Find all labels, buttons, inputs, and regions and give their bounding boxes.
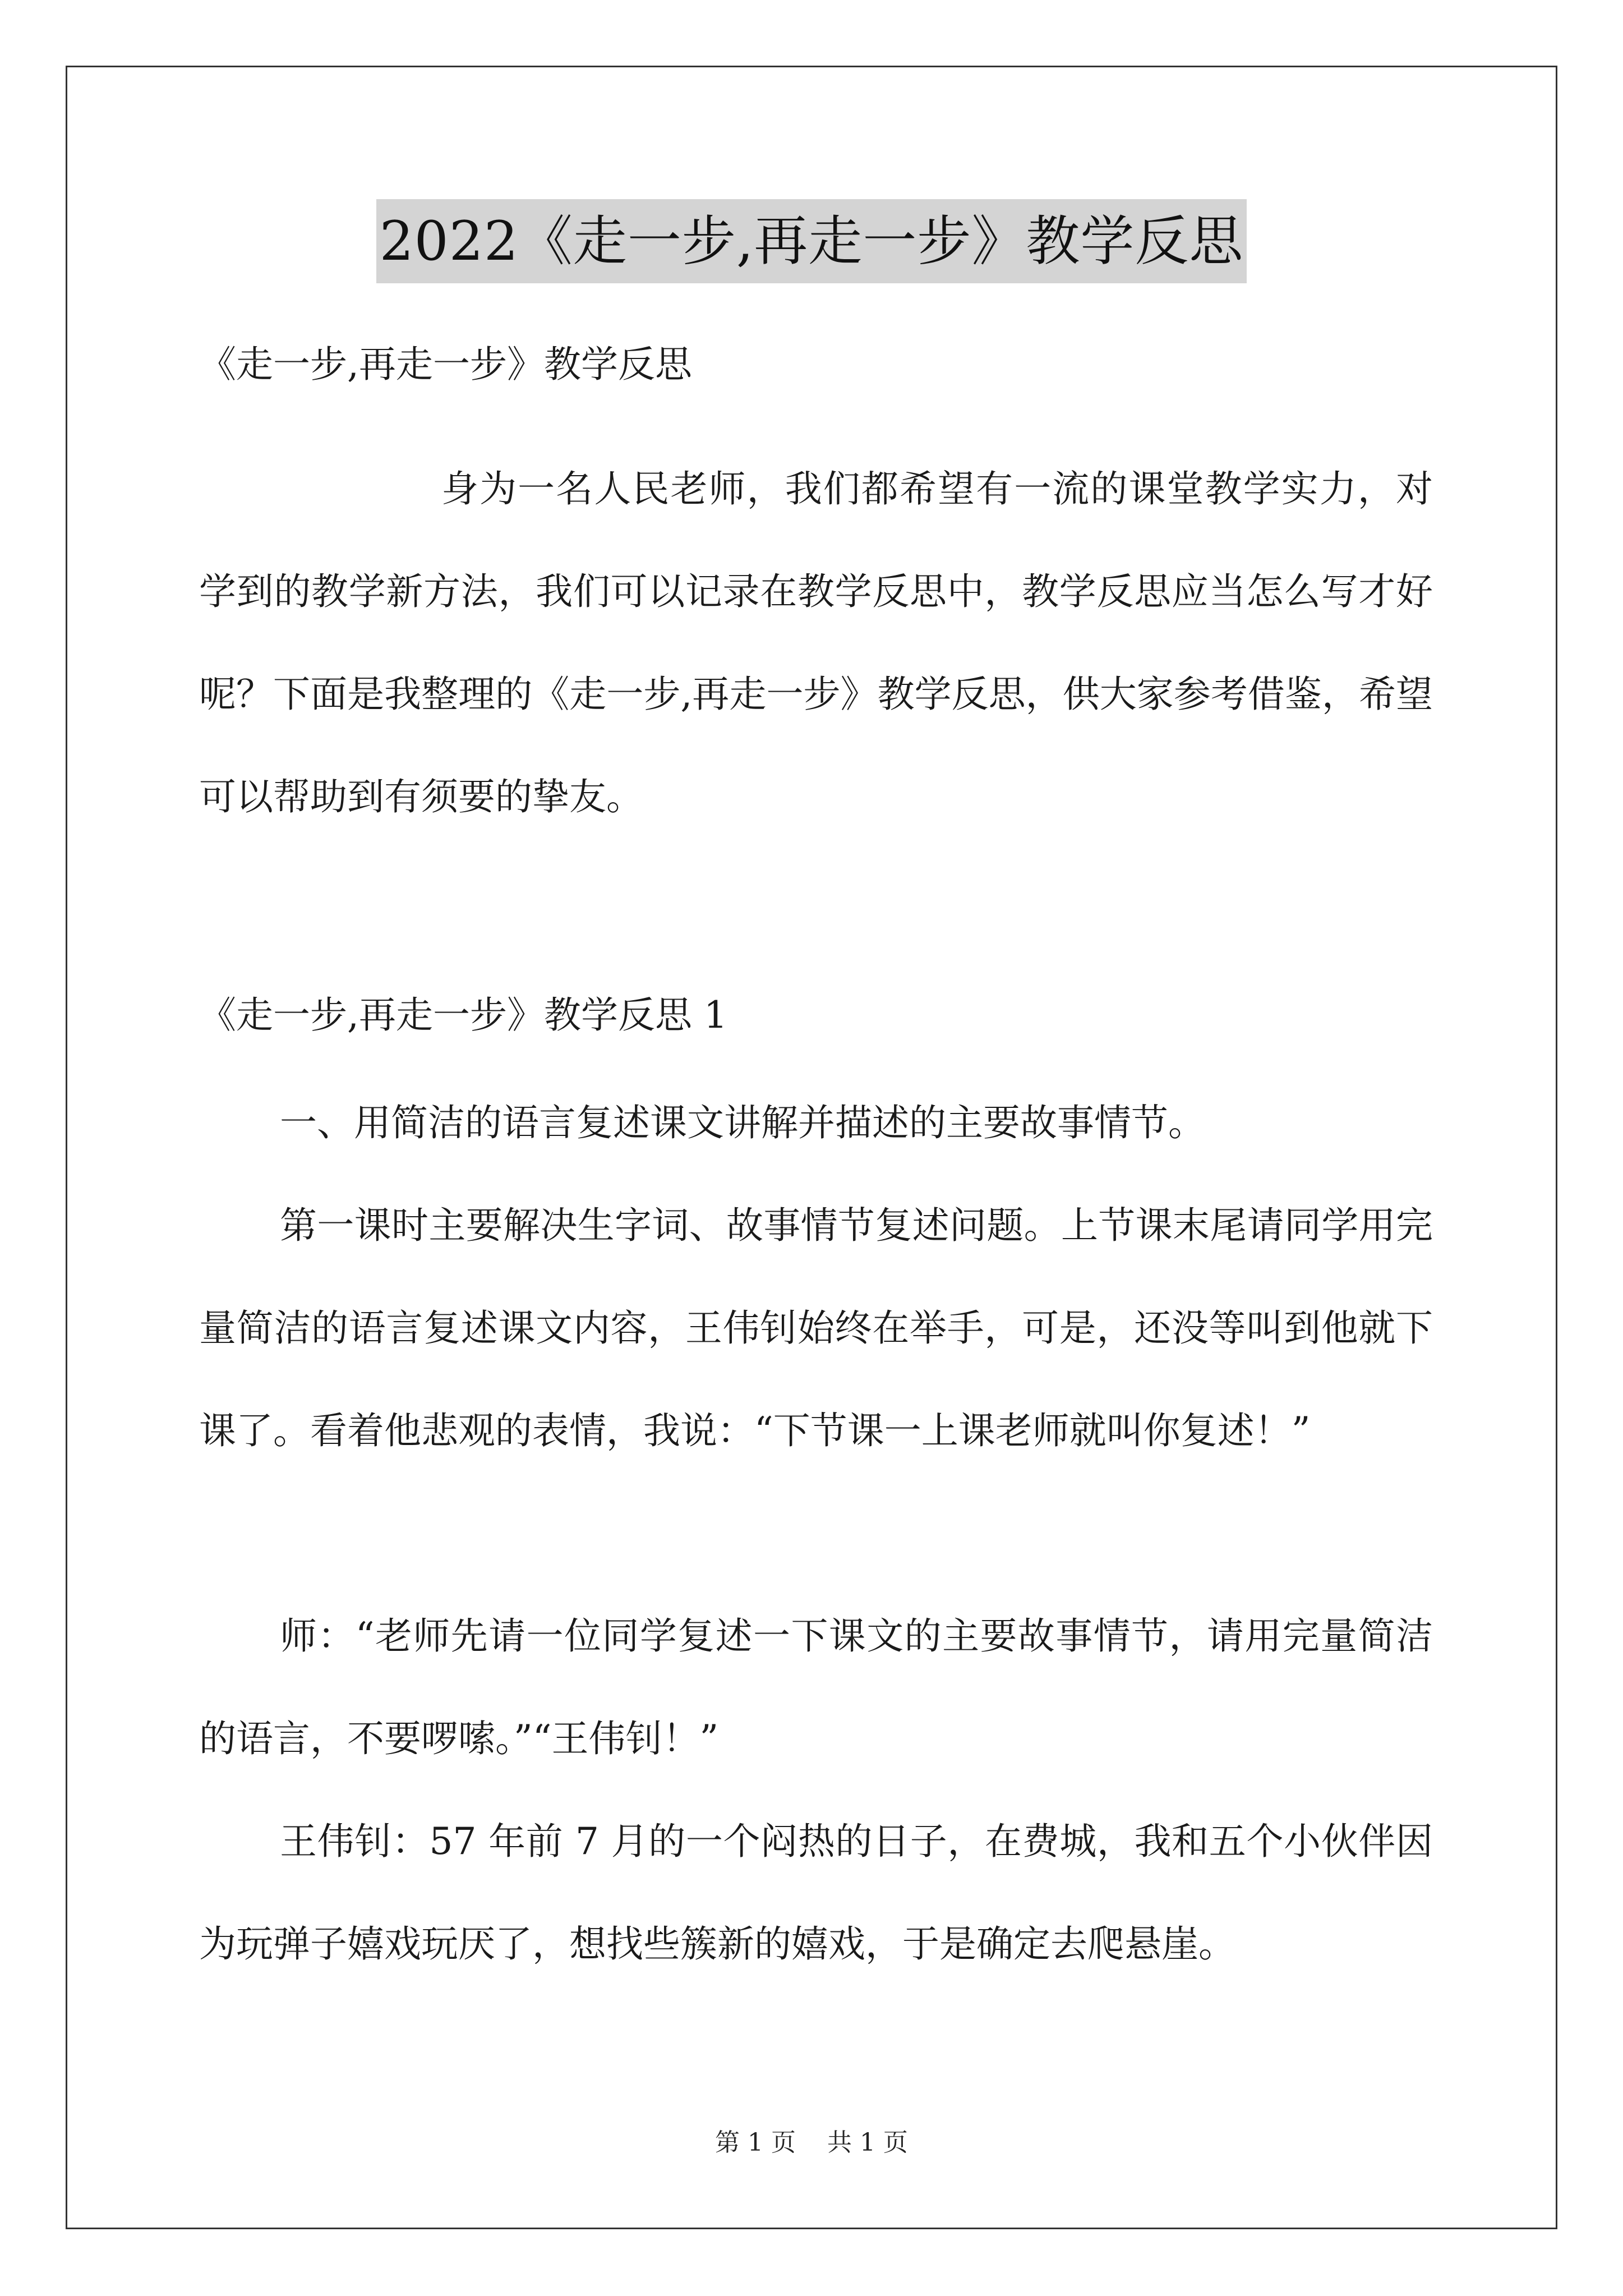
document-subtitle[interactable]: 《走一步,再走一步》教学反思	[199, 343, 692, 386]
paragraph-4[interactable]: 王伟钊：57 年前 7 月的一个闷热的日子，在费城，我和五个小伙伴因为玩弹子嬉戏玩厌了，想找些簇新的嬉戏，于是确定去爬悬崖。	[199, 1820, 1433, 1966]
paragraph-3[interactable]: 师：“老师先请一位同学复述一下课文的主要故事情节，请用完量简洁的语言，不要啰嗦。”“王伟钊！”	[199, 1614, 1433, 1760]
paragraph-2[interactable]: 第一课时主要解决生字词、故事情节复述问题。上节课末尾请同学用完量简洁的语言复述课文内容，王伟钊始终在举手，可是，还没等叫到他就下课了。看着他悲观的表情，我说：“下节课一上课老师就叫你复述！”	[199, 1204, 1433, 1452]
title-container	[0, 199, 1623, 283]
paragraph-1[interactable]: 一、用简洁的语言复述课文讲解并描述的主要故事情节。	[280, 1101, 1205, 1144]
page-footer: 第 1 页 共 1 页	[715, 2128, 908, 2157]
document-title[interactable]: 2022《走一步,再走一步》教学反思	[376, 199, 1247, 283]
section-heading[interactable]: 《走一步,再走一步》教学反思 1	[199, 993, 727, 1037]
intro-paragraph[interactable]: 身为一名人民老师，我们都希望有一流的课堂教学实力，对学到的教学新方法，我们可以记录在教学反思中，教学反思应当怎么写才好呢？下面是我整理的《走一步,再走一步》教学反思，供大家参考借鉴，希望可以帮助到有须要的挚友。	[199, 467, 1433, 818]
